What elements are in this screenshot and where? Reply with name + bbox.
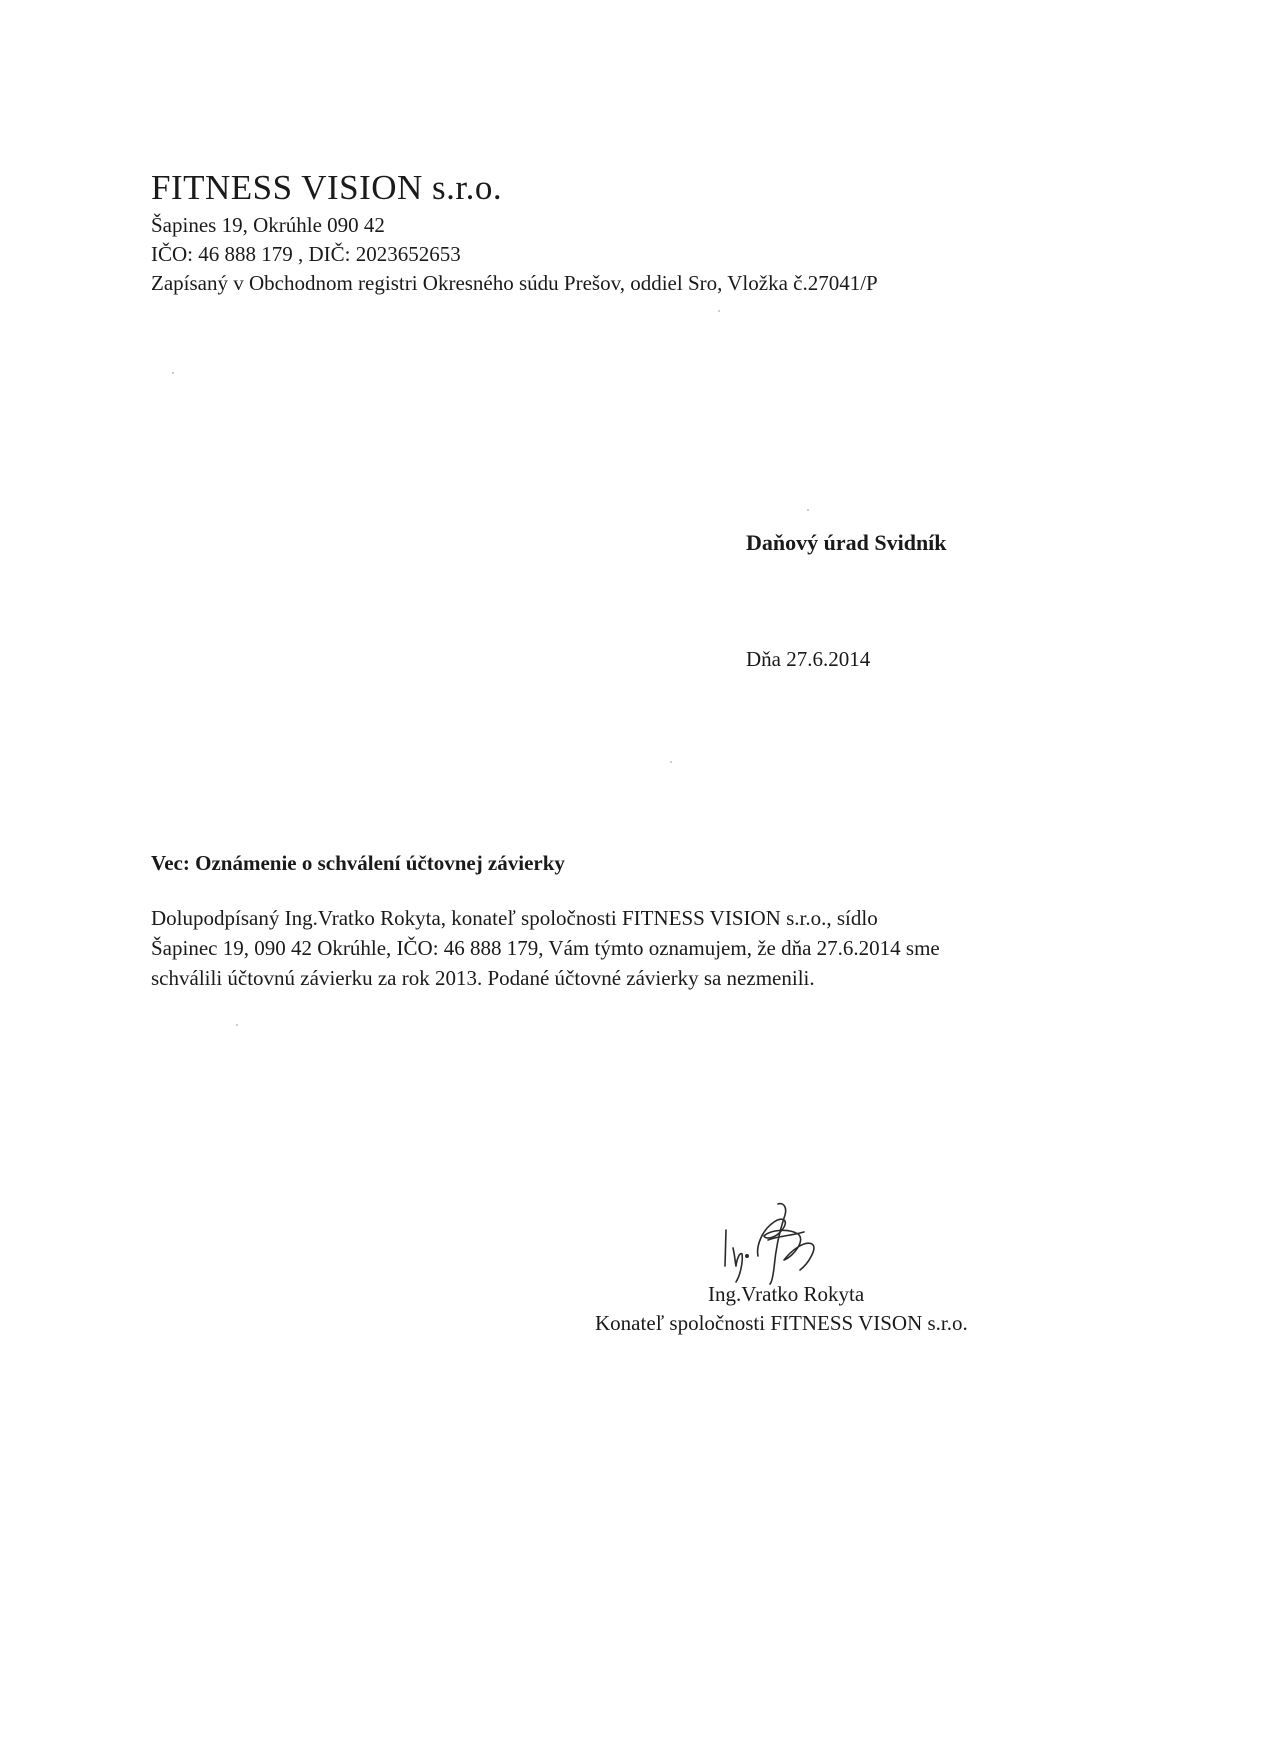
company-ids: IČO: 46 888 179 , DIČ: 2023652653 [151, 242, 461, 266]
scan-speck [807, 509, 809, 511]
scan-speck [718, 310, 720, 312]
body-line: Dolupodpísaný Ing.Vratko Rokyta, konateľ spoločnosti FITNESS VISION s.r.o., sídlo [151, 906, 878, 930]
letter-body [151, 903, 1051, 993]
scan-speck [172, 372, 174, 374]
letter-subject: Vec: Oznámenie o schválení účtovnej závierky [151, 851, 565, 875]
body-line: Šapinec 19, 090 42 Okrúhle, IČO: 46 888 179, Vám týmto oznamujem, že dňa 27.6.2014 sme [151, 936, 940, 960]
handwritten-signature [718, 1196, 828, 1286]
company-address: Šapines 19, Okrúhle 090 42 [151, 213, 385, 237]
signer-name: Ing.Vratko Rokyta [708, 1282, 865, 1306]
letter-date: Dňa 27.6.2014 [746, 647, 871, 671]
body-line: schválili účtovnú závierku za rok 2013. Podané účtovné závierky sa nezmenili. [151, 966, 815, 990]
company-name: FITNESS VISION s.r.o. [151, 168, 503, 207]
signer-role: Konateľ spoločnosti FITNESS VISON s.r.o. [595, 1311, 968, 1335]
scan-speck [670, 761, 672, 763]
company-registration: Zapísaný v Obchodnom registri Okresného súdu Prešov, oddiel Sro, Vložka č.27041/P [151, 271, 878, 295]
scan-speck [236, 1024, 238, 1026]
recipient: Daňový úrad Svidník [746, 530, 947, 555]
